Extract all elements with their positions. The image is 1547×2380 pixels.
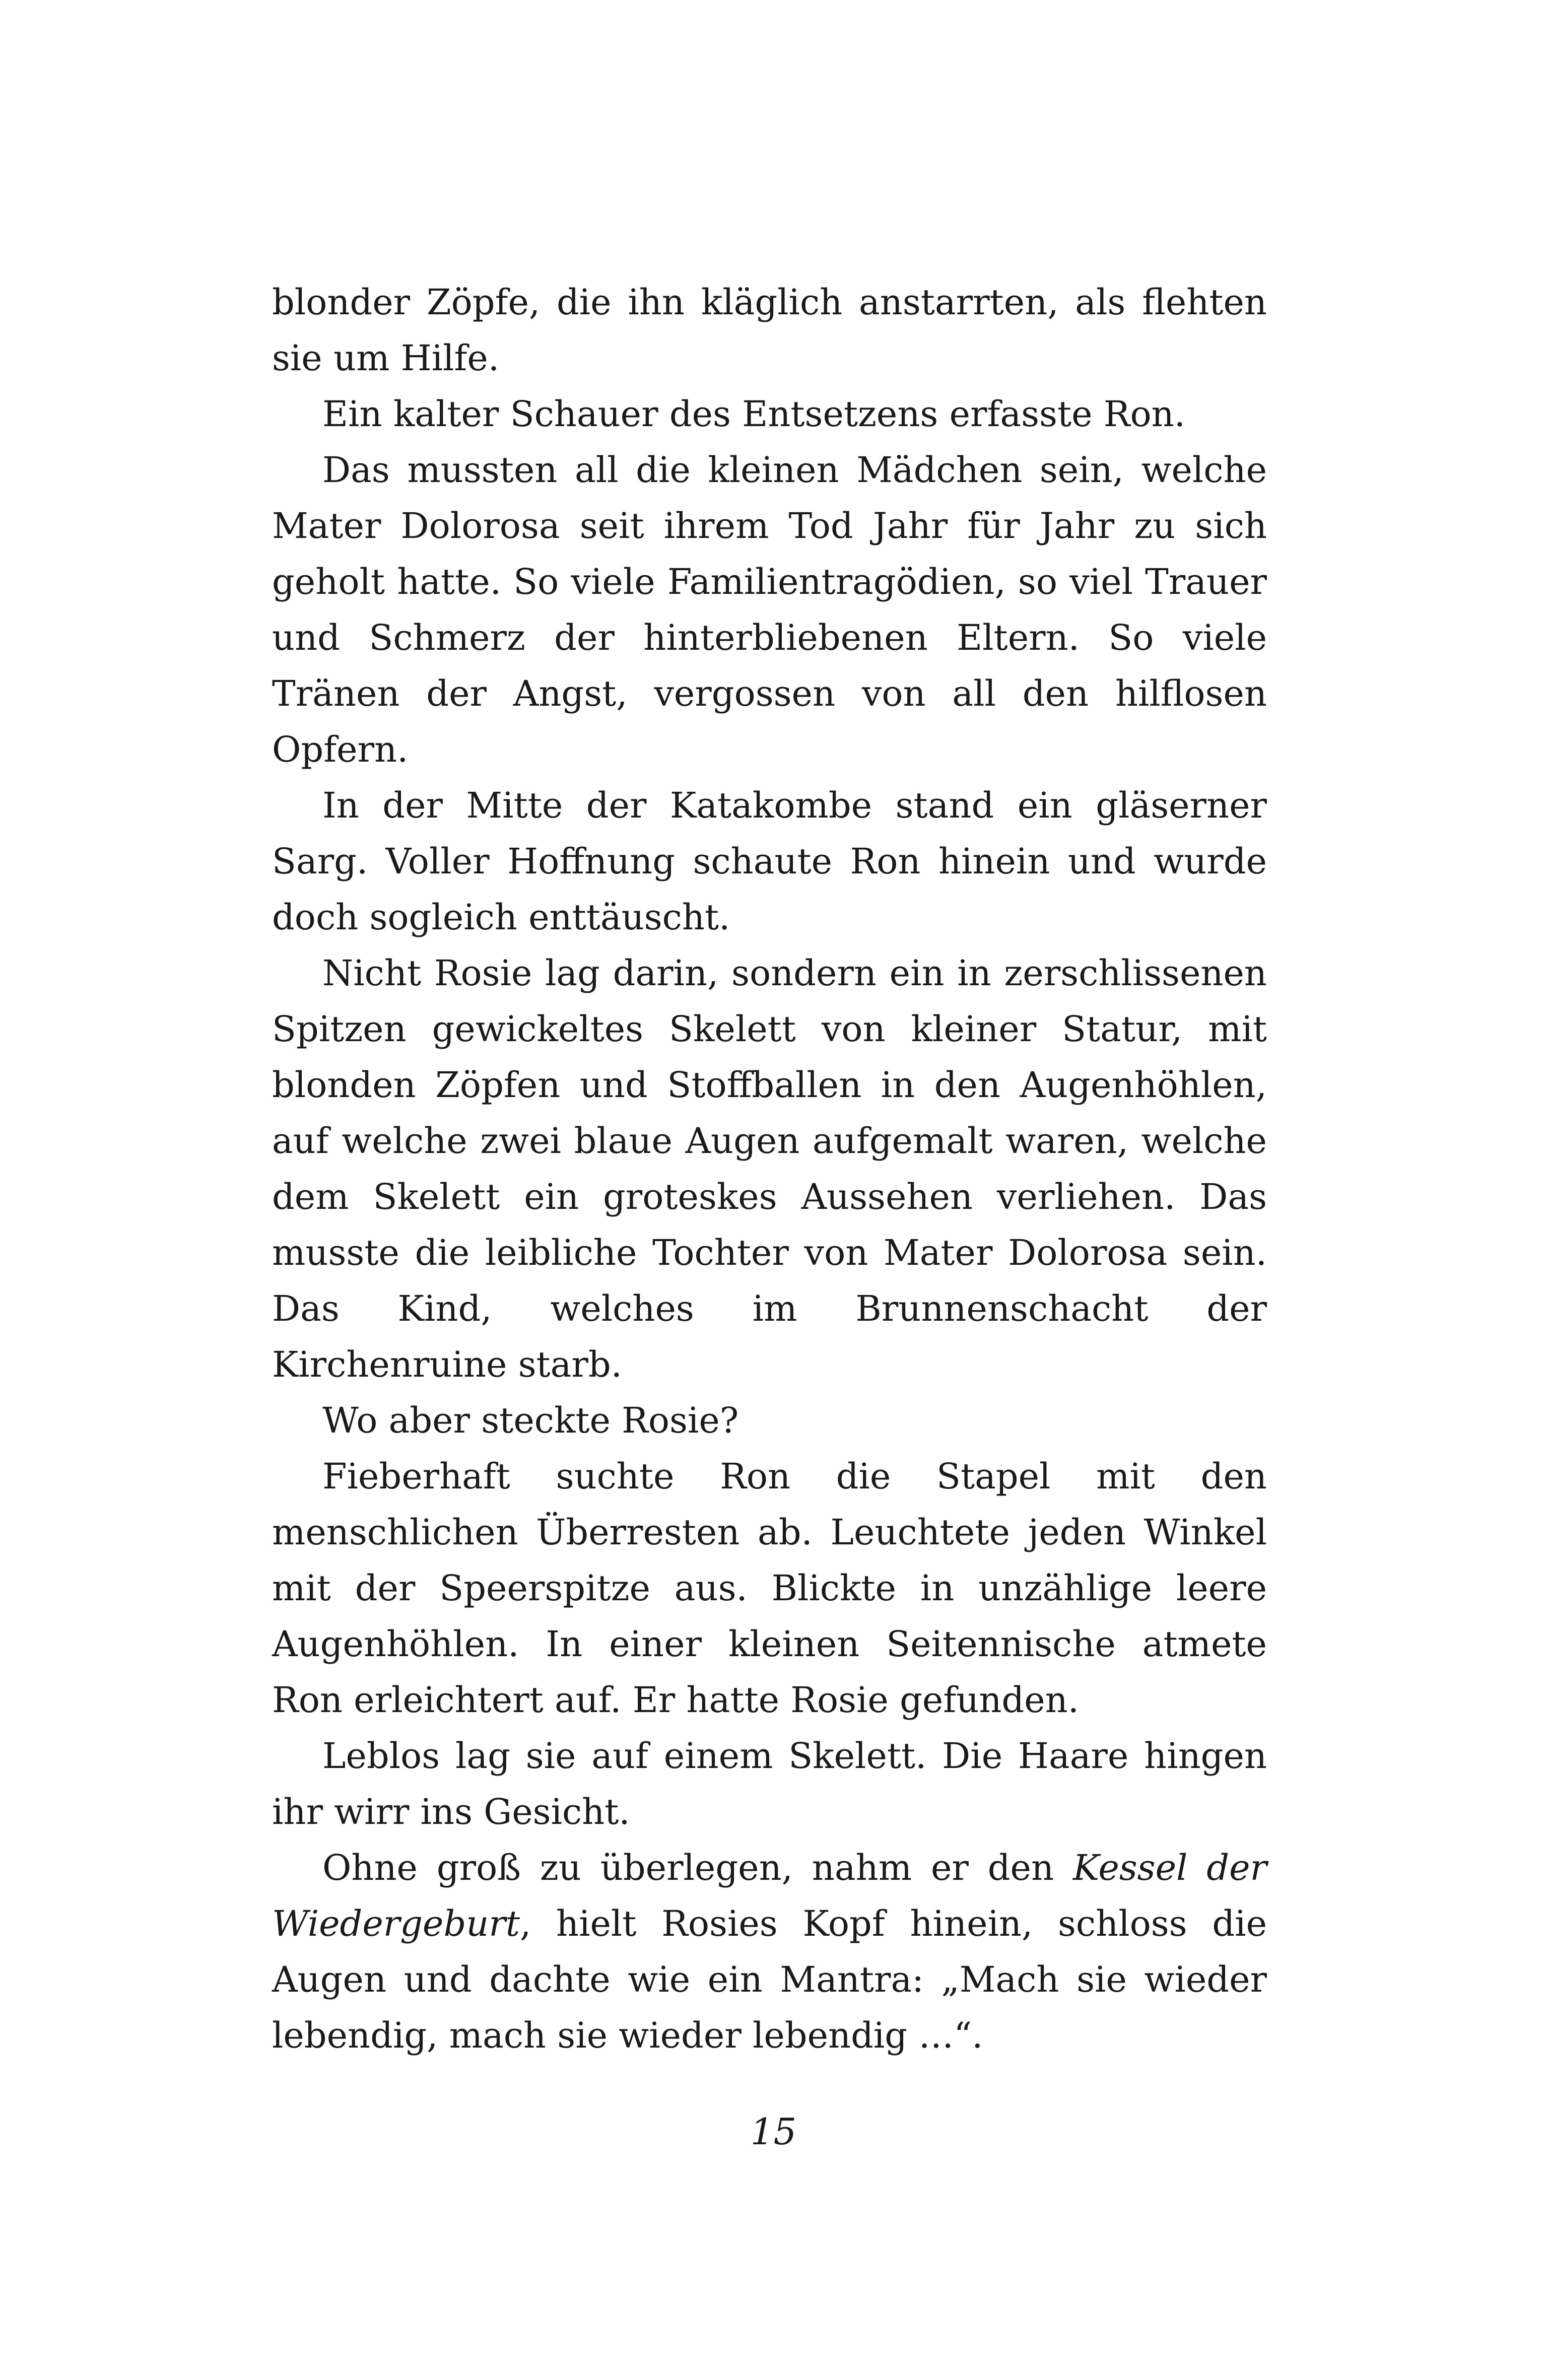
body-text xyxy=(272,275,1267,2064)
paragraph-9-rest: , hielt Rosies Kopf hinein, schloss die Augen und dachte wie ein Mantra: „Mach sie wieder lebendig, mach sie wieder lebendig …“. xyxy=(272,1903,1267,2056)
paragraph-7: Fieberhaft suchte Ron die Stapel mit den menschlichen Überresten ab. Leuchtete jeden Winkel mit der Speerspitze aus. Blickte in unzählige leere Augenhöhlen. In einer kleinen Seitennische atmete Ron erleichtert auf. Er hatte Rosie gefunden. xyxy=(272,1456,1267,1721)
paragraph-8: Leblos lag sie auf einem Skelett. Die Haare hingen ihr wirr ins Gesicht. xyxy=(272,1735,1267,1832)
paragraph-4: In der Mitte der Katakombe stand ein gläserner Sarg. Voller Hoffnung schaute Ron hinein und wurde doch sogleich enttäuscht. xyxy=(272,785,1267,938)
paragraph-5: Nicht Rosie lag darin, sondern ein in zerschlissenen Spitzen gewickeltes Skelett von kleiner Statur, mit blonden Zöpfen und Stoffballen in den Augenhöhlen, auf welche zwei blaue Augen aufgemalt waren, welche dem Skelett ein groteskes Aussehen verliehen. Das musste die leibliche Tochter von Mater Dolorosa sein. Das Kind, welches im Brunnenschacht der Kirchenruine starb. xyxy=(272,953,1267,1385)
paragraph-2: Ein kalter Schauer des Entsetzens erfasste Ron. xyxy=(322,393,1185,435)
paragraph-1: blonder Zöpfe, die ihn kläglich anstarrten, als flehten sie um Hilfe. xyxy=(272,282,1267,379)
paragraph-6: Wo aber steckte Rosie? xyxy=(322,1400,739,1441)
paragraph-3: Das mussten all die kleinen Mädchen sein, welche Mater Dolorosa seit ihrem Tod Jahr für Jahr zu sich geholt hatte. So viele Familientragödien, so viel Trauer und Schmerz der hinterbliebenen Eltern. So viele Tränen der Angst, vergossen von all den hilflosen Opfern. xyxy=(272,449,1267,770)
paragraph-9-lead: Ohne groß zu überlegen, nahm er den xyxy=(322,1847,1073,1888)
book-title-italic: Kessel der Wiedergeburt xyxy=(272,1847,1267,1944)
paragraph-9 xyxy=(272,1840,1267,2064)
page-number: 15 xyxy=(750,2111,797,2153)
